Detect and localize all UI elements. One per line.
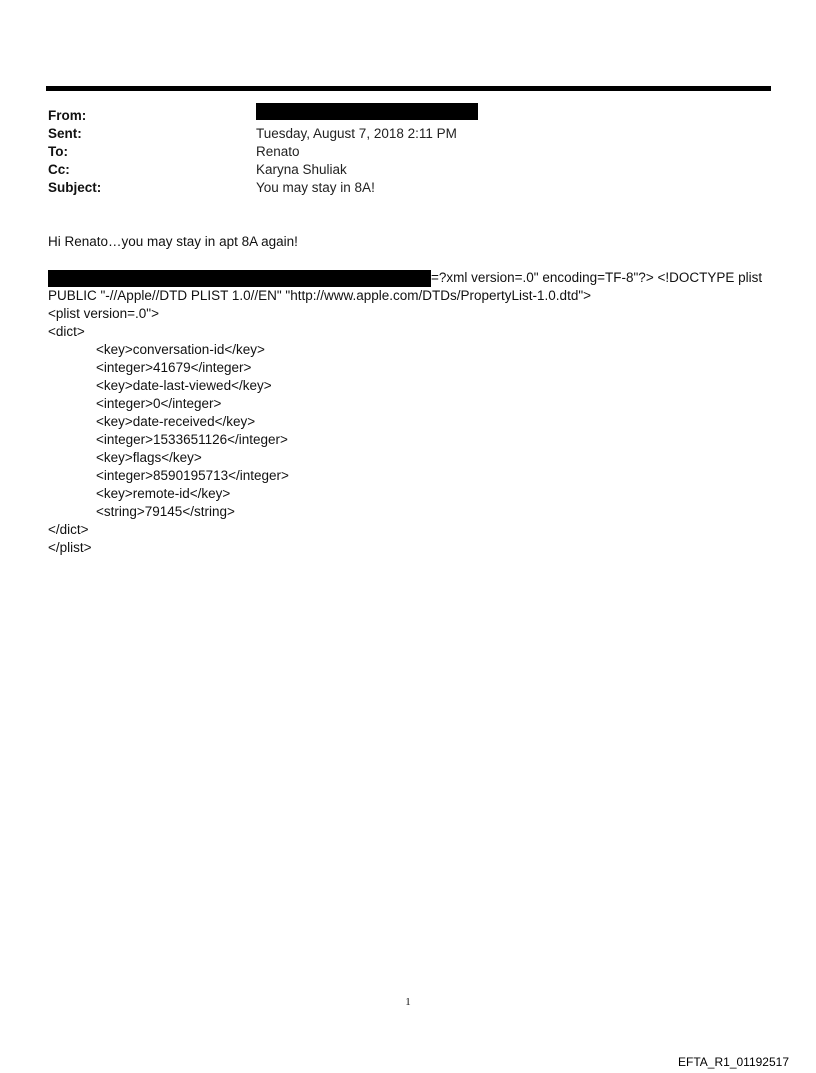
body-line: </dict> [48,522,89,537]
sent-value: Tuesday, August 7, 2018 2:11 PM [256,126,457,141]
body-line: <key>flags</key> [96,450,202,465]
body-line: =?xml version=.0" encoding=TF-8"?> <!DOCTYPE plist [48,269,768,287]
redaction-block [256,103,478,120]
body-line: <string>79145</string> [96,504,235,519]
email-body [48,269,768,557]
to-row [48,143,768,161]
cc-value: Karyna Shuliak [256,162,347,177]
email-greeting: Hi Renato…you may stay in apt 8A again! [48,234,298,249]
from-row [48,107,768,125]
cc-row [48,161,768,179]
subject-row [48,179,768,197]
body-line: <key>date-last-viewed</key> [96,378,272,393]
subject-value: You may stay in 8A! [256,180,375,195]
body-line: <key>remote-id</key> [96,486,231,501]
header-rule [46,86,771,91]
body-line: PUBLIC "-//Apple//DTD PLIST 1.0//EN" "http://www.apple.com/DTDs/PropertyList-1.0.dtd"> [48,288,591,303]
body-line: <dict> [48,324,85,339]
to-value: Renato [256,144,300,159]
body-line: <key>conversation-id</key> [96,342,265,357]
from-label: From: [48,108,87,123]
body-line: <plist version=.0"> [48,306,159,321]
subject-label: Subject: [48,180,102,195]
sent-label: Sent: [48,126,82,141]
redaction-block [48,270,431,287]
email-headers [48,107,768,197]
to-label: To: [48,144,68,159]
cc-label: Cc: [48,162,70,177]
from-value [256,107,768,125]
body-line: </plist> [48,540,92,555]
page-number: 1 [405,996,411,1008]
document-id: EFTA_R1_01192517 [678,1055,789,1069]
body-line: <integer>0</integer> [96,396,222,411]
sent-row [48,125,768,143]
body-line: <integer>1533651126</integer> [96,432,288,447]
body-line: <integer>8590195713</integer> [96,468,289,483]
body-line: <integer>41679</integer> [96,360,252,375]
body-line: <key>date-received</key> [96,414,256,429]
